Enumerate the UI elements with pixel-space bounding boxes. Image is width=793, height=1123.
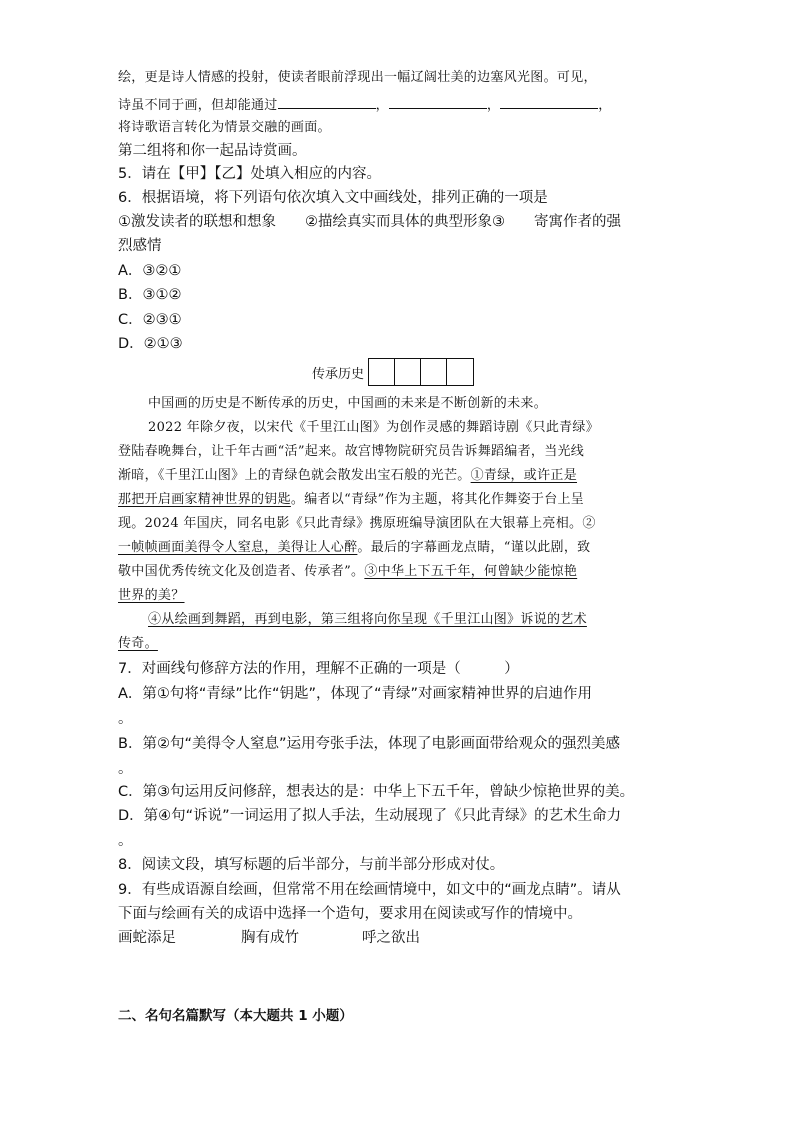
passage-line: 2022 年除夕夜，以宋代《千里江山图》为创作灵感的舞蹈诗剧《只此青绿》: [148, 420, 600, 435]
text-line: 绘，更是诗人情感的投射，使读者眼前浮现出一幅辽阔壮美的边塞风光图。可见，: [118, 70, 597, 85]
title-answer-boxes[interactable]: [368, 358, 474, 386]
q7-option-b-cont: 。: [118, 761, 133, 777]
option-c: C．②③①: [118, 312, 182, 328]
text-span: ，: [486, 98, 501, 113]
text-span: 现。2024 年国庆，同名电影《只此青绿》携原班编导演团队在大银幕上亮相。: [118, 516, 583, 531]
answer-blank-2[interactable]: [389, 94, 487, 109]
q7-option-a-cont: 。: [118, 711, 133, 727]
fill-blank-line: [118, 94, 612, 116]
group-intro: 第二组将和你一起品诗赏画。: [118, 143, 307, 159]
underlined-sentence-3: ③中华上下五千年，何曾缺少能惊艳: [364, 564, 578, 579]
text-span: 敬中国优秀传统文化及创造者、传承者”。: [118, 564, 365, 579]
question-6-items: ①激发读者的联想和想象 ②描绘真实而具体的典型形象③ 寄寓作者的强: [118, 214, 621, 230]
underlined-sentence-2: 一帧帧画面美得令人窒息，美得让人心醉: [118, 540, 358, 555]
question-9-line2: 下面与绘画有关的成语中选择一个造句，要求用在阅读或写作的情境中。: [118, 906, 582, 922]
option-d: D．②①③: [118, 336, 183, 352]
answer-box[interactable]: [447, 359, 473, 385]
answer-blank-1[interactable]: [278, 94, 376, 109]
underlined-sentence-1-cont: 那把开启画家精神世界的钥匙: [118, 492, 291, 507]
answer-box[interactable]: [395, 359, 421, 385]
answer-blank-3[interactable]: [500, 94, 598, 109]
idiom: 画蛇添足: [118, 930, 176, 946]
q7-option-a: A．第①句将“青绿”比作“钥匙”，体现了“青绿”对画家精神世界的启迪作用: [118, 686, 592, 702]
q7-option-d-cont: 。: [118, 833, 133, 849]
passage-paragraph: 中国画的历史是不断传承的历史，中国画的未来是不断创新的未来。: [148, 396, 548, 411]
passage-line: [148, 610, 587, 630]
idiom: 胸有成竹: [241, 930, 299, 946]
passage-line: [118, 514, 596, 534]
question-8: 8．阅读文段，填写标题的后半部分，与前半部分形成对仗。: [118, 857, 505, 873]
q7-option-b: B．第②句“美得令人窒息”运用夸张手法，体现了电影画面带给观众的强烈美感: [118, 736, 620, 752]
passage-line: [118, 586, 185, 606]
answer-box[interactable]: [421, 359, 447, 385]
text-line: 将诗歌语言转化为情景交融的画面。: [118, 120, 331, 135]
option-b: B．③①②: [118, 287, 182, 303]
text-span: ，: [598, 98, 612, 113]
text-span: ，: [375, 98, 389, 113]
text-span: ②: [582, 516, 596, 531]
question-7-stem: 7．对画线句修辞方法的作用，理解不正确的一项是（ ）: [118, 661, 519, 677]
question-6-stem: 6．根据语境，将下列语句依次填入文中画线处，排列正确的一项是: [118, 190, 548, 206]
section-heading: 二、名句名篇默写（本大题共 1 小题）: [118, 1008, 353, 1024]
question-6-items-cont: 烈感情: [118, 238, 162, 254]
passage-line: [118, 562, 577, 582]
text-span: 诗虽不同于画，但却能通过: [118, 98, 278, 113]
underlined-sentence-4-cont: 传奇。: [118, 636, 158, 651]
question-5: 5．请在【甲】【乙】处填入相应的内容。: [118, 166, 381, 182]
passage-line: 登陆春晚舞台，让千年古画“活”起来。故宫博物院研究员告诉舞蹈编者，当光线: [118, 444, 585, 459]
idiom: 呼之欲出: [362, 930, 420, 946]
underlined-sentence-1: ①青绿，或许正是: [470, 468, 578, 483]
q7-option-d: D．第④句“诉说”一词运用了拟人手法，生动展现了《只此青绿》的艺术生命力: [118, 808, 622, 824]
passage-line: [118, 490, 584, 510]
text-span: 。最后的字幕画龙点睛，“谨以此剧，致: [357, 540, 591, 555]
option-a: A．③②①: [118, 263, 182, 279]
question-9-line1: 9．有些成语源自绘画，但常常不用在绘画情境中，如文中的“画龙点睛”。请从: [118, 882, 621, 898]
text-span: 渐暗，《千里江山图》上的青绿色就会散发出宝石般的光芒。: [118, 468, 471, 483]
underlined-sentence-3-cont: 世界的美？: [118, 588, 185, 603]
text-span: 。编者以“青绿”作为主题，将其化作舞姿于台上呈: [290, 492, 585, 507]
q7-option-c: C．第③句运用反问修辞，想表达的是：中华上下五千年，曾缺少惊艳世界的美。: [118, 784, 635, 800]
underlined-sentence-4: ④从绘画到舞蹈，再到电影，第三组将向你呈现《千里江山图》诉说的艺术: [148, 612, 587, 627]
passage-line: [118, 634, 158, 654]
idiom-list: [118, 928, 420, 948]
title-first-half: 传承历史: [312, 366, 365, 382]
passage-line: [118, 538, 590, 558]
passage-title: [312, 358, 474, 386]
passage-line: [118, 466, 577, 486]
answer-box[interactable]: [369, 359, 395, 385]
